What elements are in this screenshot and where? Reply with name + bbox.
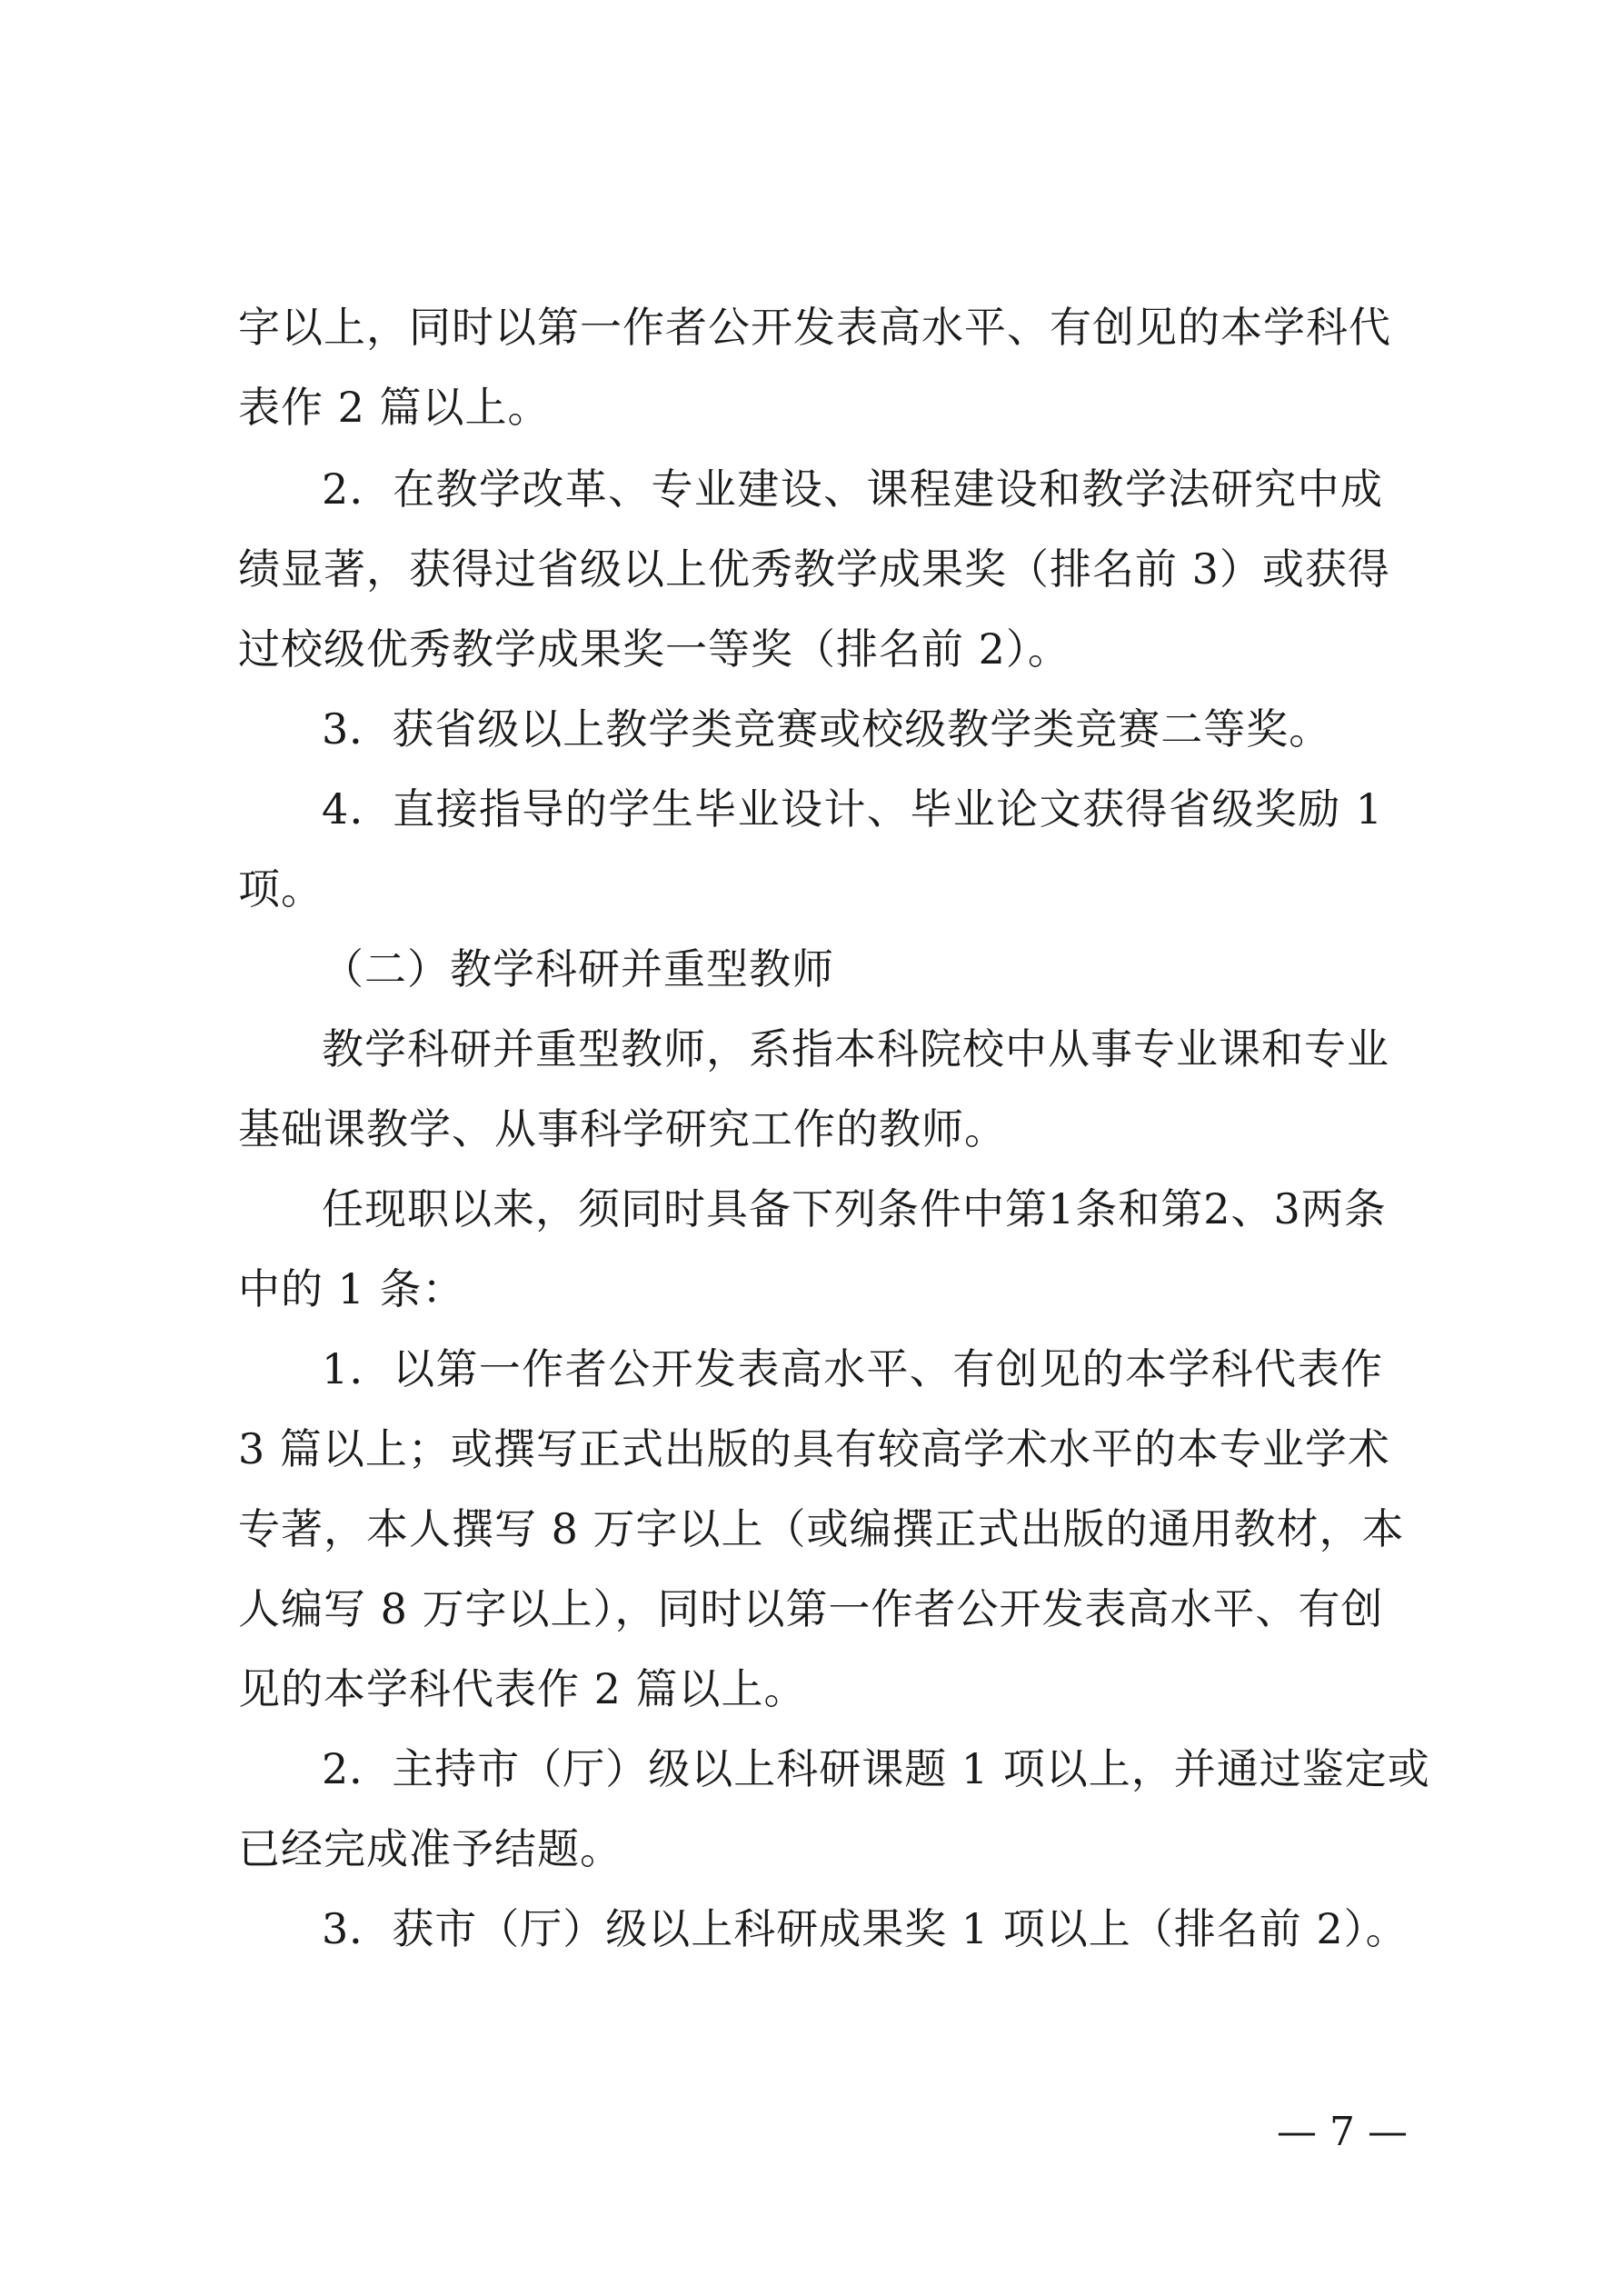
page-number: — 7 — — [1277, 2109, 1408, 2155]
text-line: 字以上，同时以第一作者公开发表高水平、有创见的本学科代 — [238, 303, 1391, 352]
text-line: 教学科研并重型教师，系指本科院校中从事专业课和专业 — [322, 1024, 1389, 1073]
text-line: 任现职以来，须同时具备下列条件中第1条和第2、3两条 — [322, 1184, 1387, 1233]
section-heading: （二）教学科研并重型教师 — [322, 944, 834, 993]
text-line: 项。 — [238, 864, 324, 913]
text-line: 2．主持市（厅）级以上科研课题 1 项以上，并通过鉴定或 — [322, 1744, 1430, 1793]
text-line: 1．以第一作者公开发表高水平、有创见的本学科代表作 — [322, 1344, 1383, 1393]
text-line: 人编写 8 万字以上），同时以第一作者公开发表高水平、有创 — [238, 1584, 1384, 1633]
text-line: 基础课教学、从事科学研究工作的教师。 — [238, 1104, 1007, 1153]
text-line: 4．直接指导的学生毕业设计、毕业论文获得省级奖励 1 — [322, 784, 1383, 834]
text-line: 已经完成准予结题。 — [238, 1824, 622, 1873]
text-line: 2．在教学改革、专业建设、课程建设和教学法研究中成 — [322, 464, 1383, 514]
text-line: 过校级优秀教学成果奖一等奖（排名前 2）。 — [238, 624, 1070, 674]
text-line: 表作 2 篇以上。 — [238, 383, 551, 432]
text-line: 3．获市（厅）级以上科研成果奖 1 项以上（排名前 2）。 — [322, 1904, 1409, 1953]
text-line: 3．获省级以上教学类竞赛或校级教学类竞赛二等奖。 — [322, 704, 1332, 754]
text-line: 3 篇以上；或撰写正式出版的具有较高学术水平的本专业学术 — [238, 1424, 1390, 1473]
text-line: 见的本学科代表作 2 篇以上。 — [238, 1664, 807, 1713]
text-line: 专著，本人撰写 8 万字以上（或编撰正式出版的通用教材，本 — [238, 1504, 1405, 1553]
text-line: 中的 1 条： — [238, 1264, 465, 1313]
text-line: 绩显著，获得过省级以上优秀教学成果奖（排名前 3）或获得 — [238, 544, 1390, 594]
